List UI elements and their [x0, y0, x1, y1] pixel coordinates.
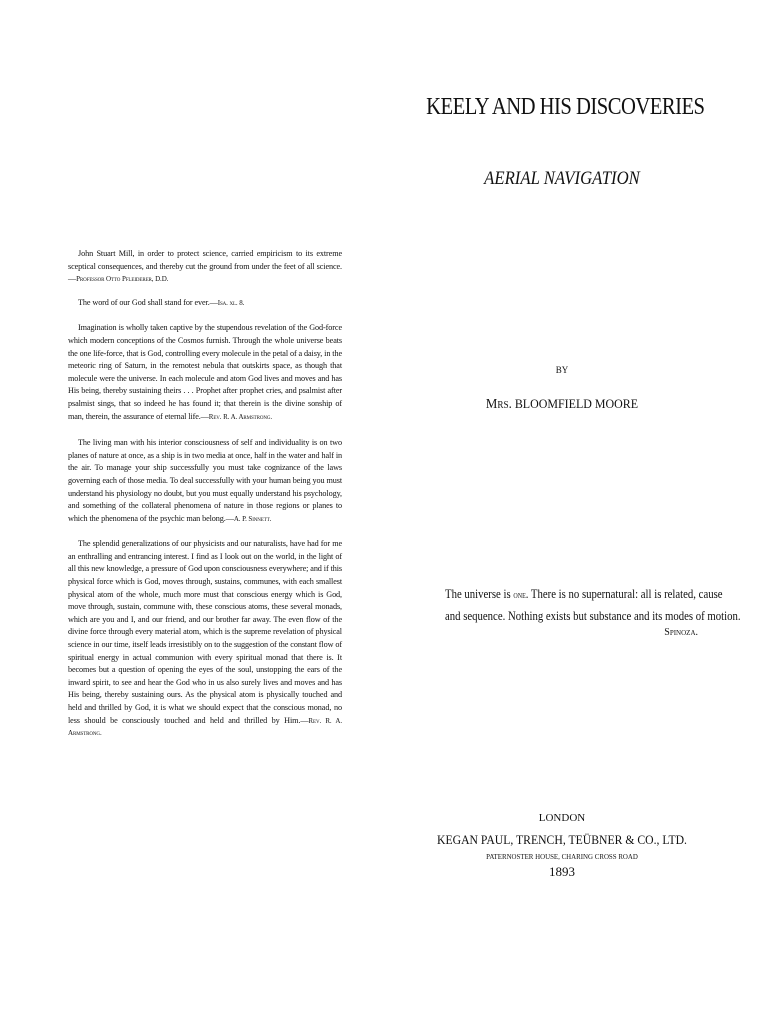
epigraph-attribution: Rev. R. A. Armstrong.	[208, 412, 273, 421]
epigraph-attribution: A. P. Sinnett.	[233, 514, 272, 523]
publisher-name: KEGAN PAUL, TRENCH, TEÜBNER & CO., LTD.	[437, 832, 687, 847]
by-line: BY	[555, 365, 569, 375]
publisher-city: LONDON	[538, 812, 586, 824]
spinoza-quote	[445, 584, 741, 627]
epigraph-mill: John Stuart Mill, in order to protect science, carried empiricism to its extreme sceptical consequences, and thereby cut the ground from under the feet of all science.—Professor Otto Pfleiderer, D.D.	[68, 249, 342, 284]
epigraph-armstrong-2: The splendid generalizations of our physicists and our naturalists, have had for me an enthralling and entrancing interest. I find as I look out on the world, in the light of all this new knowledge, a pressure of God upon consciousness everywhere; and if this physical force which is God, moves through, sustains, communes, with each smallest physical atom of the whole, much more must that conscious energy which is God, move through, sustain, commune with, these conscious atoms, these several monads, which are you and I, and our friend, and our brother far away. The even flow of the divine force through every material atom, which is the supreme revelation of physical science in our time, itself leads irresistibly on to the suggestion of the constant flow of spiritual energy in actual communion with every spiritual monad that there is. It becomes but a question of opening the eyes of the soul, unstopping the ears of the inward spirit, to see and hear the God who in us also surely lives and moves and has His being, thereby sustaining ours. As the physical atom is physically touched and held and thrilled by God, it is what we should expect that the conscious monad, no less should be consciously touched and held and thrilled by Him.—Rev. R. A. Armstrong.	[68, 539, 342, 738]
book-subtitle: AERIAL NAVIGATION	[484, 168, 640, 189]
epigraph-sinnett: The living man with his interior consciousness of self and individuality is on two planes of nature at once, as a ship is in two media at once, half in the water and half in the air. To manage your ship successfully you must take cognizance of the laws governing each of those media. To deal successfully with your human being you must understand his physiology no doubt, but you must equally understand his psychology, and something of the collateral phenomena of nature in those regions or planes to which the phenomena of the psychic man belong.—A. P. Sinnett.	[68, 438, 342, 523]
publication-year: 1893	[549, 864, 575, 879]
author-name: Mrs. BLOOMFIELD MOORE	[485, 396, 639, 412]
epigraph-attribution: Isa. xl. 8.	[217, 298, 245, 307]
book-title: KEELY AND HIS DISCOVERIES	[426, 94, 705, 120]
publisher-address: PATERNOSTER HOUSE, CHARING CROSS ROAD	[486, 852, 638, 861]
quote-attribution: Spinoza.	[664, 627, 698, 638]
epigraph-attribution: Professor Otto Pfleiderer, D.D.	[76, 275, 169, 284]
epigraph-isaiah: The word of our God shall stand for ever.—Isa. xl. 8.	[78, 297, 245, 307]
epigraph-attribution: Rev. R. A. Armstrong.	[68, 716, 342, 738]
quote-line-2: and sequence. Nothing exists but substance and its modes of motion.	[445, 609, 741, 623]
quote-line-1: The universe is one. There is no supernatural: all is related, cause	[445, 587, 723, 601]
epigraph-column	[68, 248, 342, 751]
epigraph-armstrong-1: Imagination is wholly taken captive by the stupendous revelation of the God-force which modern conceptions of the Cosmos furnish. Through the whole universe beats the one life-force, that is God, controlling every molecule in the petal of a daisy, in the meteoric ring of Saturn, in the remotest nebula that outskirts space, as though that molecule were the universe. In each molecule and atom God lives and moves and has His being, thereby sustaining theirs . . . Prophet after prophet cries, and psalmist after psalmist sings, that so indeed he has found it; that therein is the divine sonship of man, therein, the assurance of eternal life.—Rev. R. A. Armstrong.	[68, 323, 342, 421]
